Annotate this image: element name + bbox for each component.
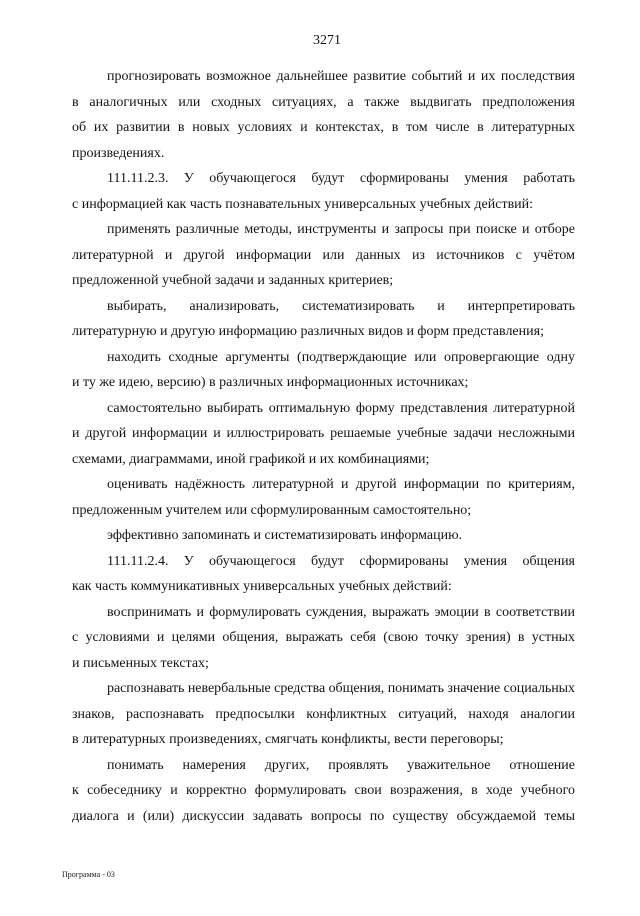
paragraph-line: знаков, распознавать предпосылки конфликтных ситуаций, находя аналогии <box>72 706 575 722</box>
paragraph-first-line: эффективно запоминать и систематизировать информацию. <box>107 528 463 543</box>
paragraph-first-line: 111.11.2.3. У обучающегося будут сформированы умения работать <box>107 171 575 186</box>
paragraph-line: в литературных произведениях, смягчать конфликты, вести переговоры; <box>72 732 504 747</box>
paragraph-first-line: находить сходные аргументы (подтверждающие или опровергающие одну <box>107 349 575 365</box>
paragraph-line: и письменных текстах; <box>72 655 209 671</box>
paragraph-line: к собеседнику и корректно формулировать свои возражения, в ходе учебного <box>72 783 575 798</box>
paragraph-line: литературной и другой информации или данных из источников с учётом <box>72 247 575 263</box>
paragraph-first-line: понимать намерения других, проявлять уважительное отношение <box>107 757 575 773</box>
paragraph-first-line: 111.11.2.4. У обучающегося будут сформированы умения общения <box>107 553 575 569</box>
paragraph-line: произведениях. <box>72 145 165 161</box>
paragraph-first-line: воспринимать и формулировать суждения, выражать эмоции в соответствии <box>107 604 575 620</box>
paragraph-first-line: распознавать невербальные средства общения, понимать значение социальных <box>107 681 575 696</box>
paragraph-first-line: самостоятельно выбирать оптимальную форму представления литературной <box>107 400 575 416</box>
paragraph-line: с информацией как часть познавательных универсальных учебных действий: <box>72 196 534 212</box>
paragraph-line: предложенным учителем или сформулированным самостоятельно; <box>72 502 472 518</box>
page-number: 3271 <box>313 33 341 48</box>
paragraph-line: литературную и другую информацию различных видов и форм представления; <box>72 324 544 339</box>
paragraph-first-line: прогнозировать возможное дальнейшее развитие событий и их последствия <box>107 69 575 84</box>
paragraph-line: в аналогичных или сходных ситуациях, а также выдвигать предположения <box>72 94 575 110</box>
paragraph-line: с условиями и целями общения, выражать себя (свою точку зрения) в устных <box>72 630 575 645</box>
paragraph-line: предложенной учебной задачи и заданных критериев; <box>72 273 394 288</box>
paragraph-line: и другой информации и иллюстрировать решаемые учебные задачи несложными <box>72 426 575 441</box>
footer-label: Программа - 03 <box>62 870 115 879</box>
paragraph-first-line: оценивать надёжность литературной и другой информации по критериям, <box>107 477 575 492</box>
paragraph-first-line: выбирать, анализировать, систематизировать и интерпретировать <box>107 298 575 314</box>
paragraph-line: и ту же идею, версию) в различных информационных источниках; <box>72 375 469 390</box>
paragraph-line: как часть коммуникативных универсальных учебных действий: <box>72 579 452 594</box>
paragraph-line: об их развитии в новых условиях и контекстах, в том числе в литературных <box>72 120 575 135</box>
paragraph-line: диалога и (или) дискуссии задавать вопросы по существу обсуждаемой темы <box>72 808 575 824</box>
paragraph-first-line: применять различные методы, инструменты и запросы при поиске и отборе <box>107 222 575 237</box>
paragraph-line: схемами, диаграммами, иной графикой и их комбинациями; <box>72 451 430 467</box>
